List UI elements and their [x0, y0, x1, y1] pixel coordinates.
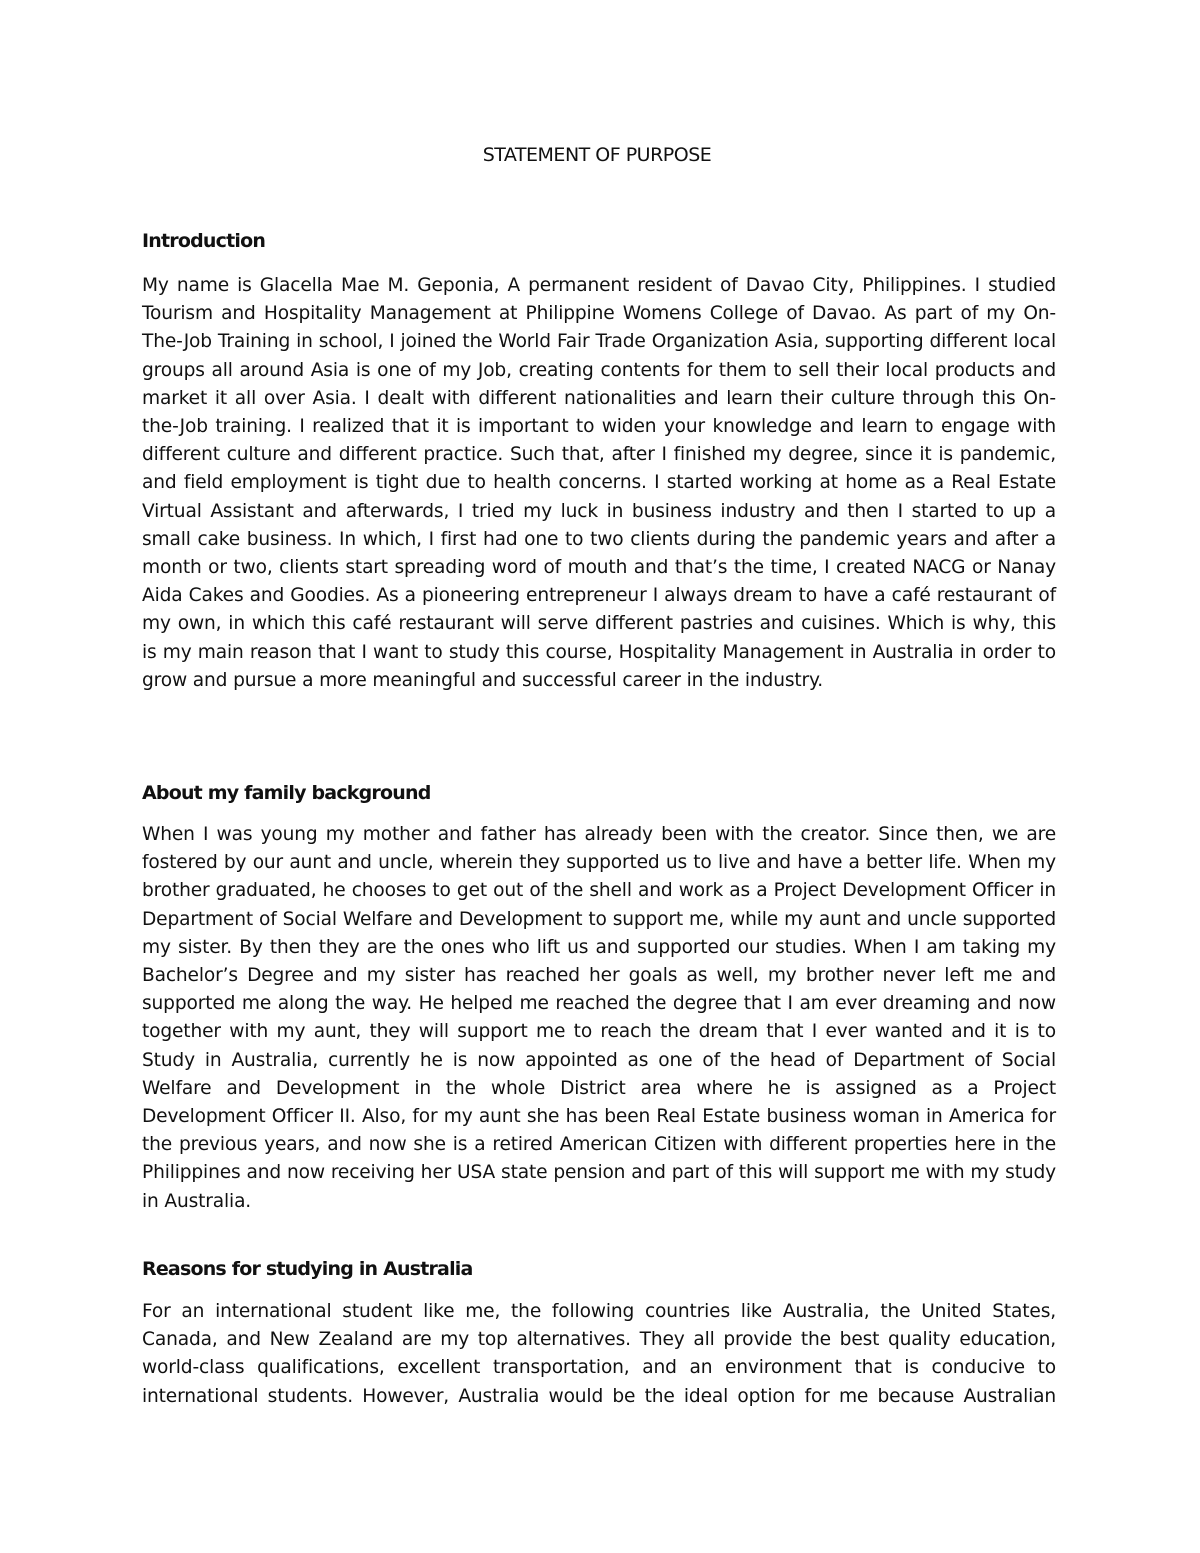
document-title: STATEMENT OF PURPOSE — [482, 144, 712, 166]
section-body-introduction: My name is Glacella Mae M. Geponia, A permanent resident of Davao City, Philippines. I studied Tourism and Hospitality Management at Philippine Womens College of Davao. As part of my On-The-Job Training in school, I joined the World Fair Trade Organization Asia, supporting different local groups all around Asia is one of my Job, creating contents for them to sell their local products and market it all over Asia. I dealt with different nationalities and learn their culture through this On-the-Job training. I realized that it is important to widen your knowledge and learn to engage with different culture and different practice. Such that, after I finished my degree, since it is pandemic, and field employment is tight due to health concerns. I started working at home as a Real Estate Virtual Assistant and afterwards, I tried my luck in business industry and then I started to up a small cake business. In which, I first had one to two clients during the pandemic years and after a month or two, clients start spreading word of mouth and that’s the time, I created NACG or Nanay Aida Cakes and Goodies. As a pioneering entrepreneur I always dream to have a café restaurant of my own, in which this café restaurant will serve different pastries and cuisines. Which is why, this is my main reason that I want to study this course, Hospitality Management in Australia in order to grow and pursue a more meaningful and successful career in the industry. — [142, 275, 1056, 691]
section-heading-family-background: About my family background — [142, 782, 431, 804]
section-heading-introduction: Introduction — [142, 230, 266, 252]
section-body-reasons-australia: For an international student like me, the following countries like Australia, the United States, Canada, and New Zealand are my top alternatives. They all provide the best quality education, world-class qualifications, excellent transportation, and an environment that is conducive to international students. However, Australia would be the ideal option for me because Australian — [142, 1301, 1056, 1407]
section-heading-reasons-australia: Reasons for studying in Australia — [142, 1258, 473, 1280]
section-body-family-background: When I was young my mother and father has already been with the creator. Since then, we are fostered by our aunt and uncle, wherein they supported us to live and have a better life. When my brother graduated, he chooses to get out of the shell and work as a Project Development Officer in Department of Social Welfare and Development to support me, while my aunt and uncle supported my sister. By then they are the ones who lift us and supported our studies. When I am taking my Bachelor’s Degree and my sister has reached her goals as well, my brother never left me and supported me along the way. He helped me reached the degree that I am ever dreaming and now together with my aunt, they will support me to reach the dream that I ever wanted and it is to Study in Australia, currently he is now appointed as one of the head of Department of Social Welfare and Development in the whole District area where he is assigned as a Project Development Officer II. Also, for my aunt she has been Real Estate business woman in America for the previous years, and now she is a retired American Citizen with different properties here in the Philippines and now receiving her USA state pension and part of this will support me with my study in Australia. — [142, 824, 1056, 1212]
